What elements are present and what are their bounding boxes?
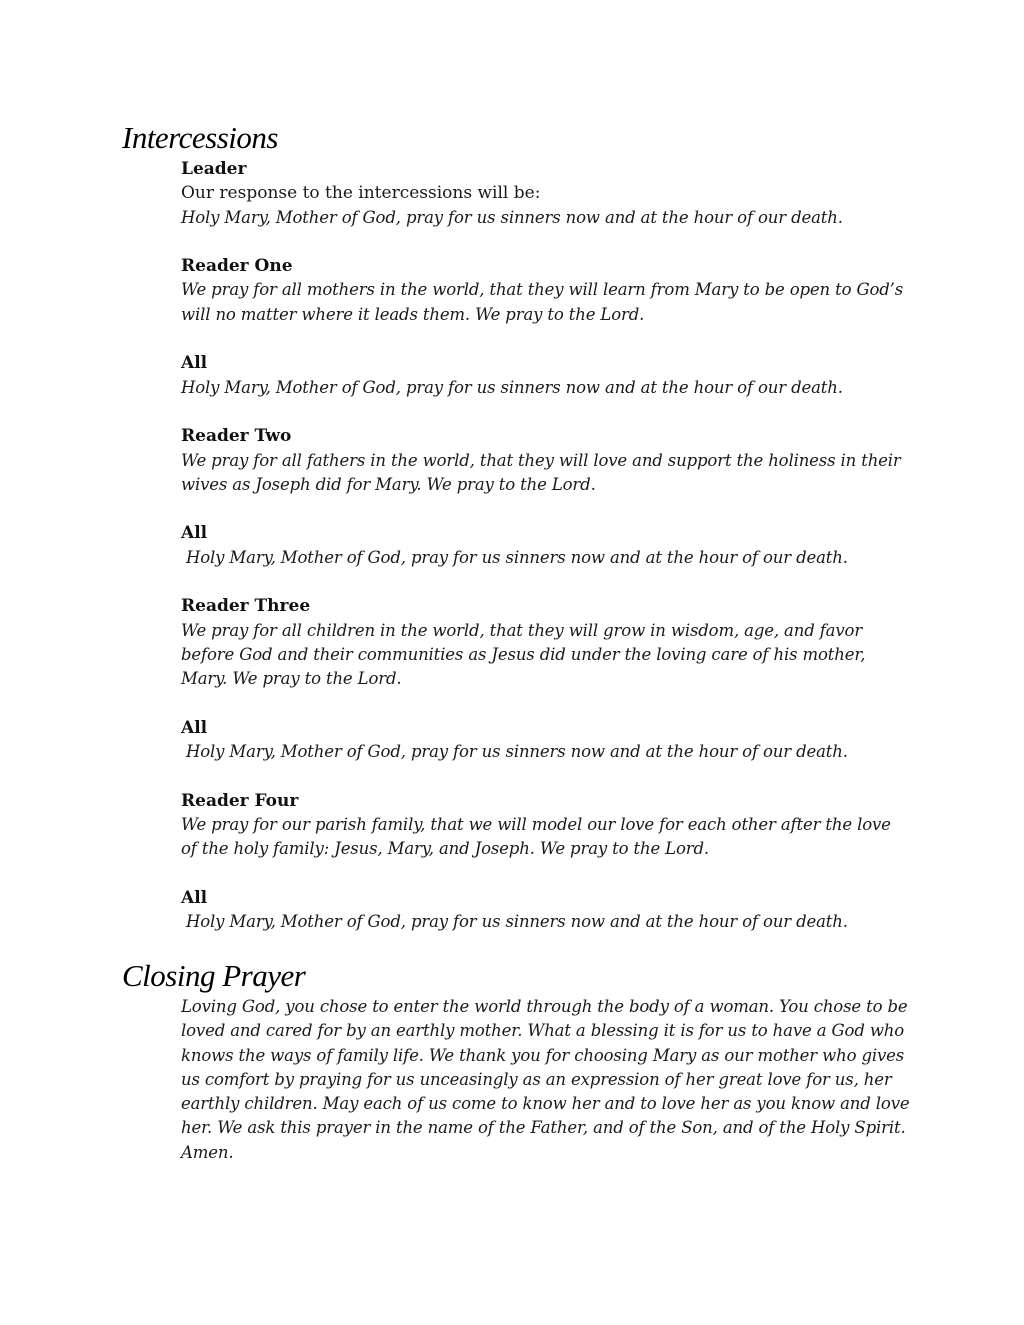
- reader-four-text: We pray for our parish family, that we will model our love for each other after the love of the holy family: Jesus, Mary, and Joseph. We pray to the Lord.: [181, 815, 891, 859]
- all-response-4: Holy Mary, Mother of God, pray for us sinners now and at the hour of our death.: [186, 912, 848, 932]
- leader-intro: Our response to the intercessions will be:: [181, 183, 541, 204]
- leader-response: Holy Mary, Mother of God, pray for us sinners now and at the hour of our death.: [181, 207, 843, 227]
- reader-four-block: [181, 789, 911, 862]
- reader-two-block: [181, 424, 911, 497]
- all-label-1: All: [181, 353, 208, 374]
- intercessions-body: [181, 157, 911, 935]
- all-label-4: All: [181, 887, 208, 908]
- all-label-2: All: [181, 523, 208, 544]
- reader-one-text: We pray for all mothers in the world, that they will learn from Mary to be open to God’s will no matter where it leads them. We pray to the Lord.: [181, 280, 904, 324]
- leader-speaker: Leader: [181, 159, 247, 179]
- closing-prayer-text: Loving God, you chose to enter the world through the body of a woman. You chose to be loved and cared for by an earthly mother. What a blessing it is for us to have a God who knows the ways of family life. We thank you for choosing Mary as our mother who gives us comfort by praying for us unceasingly as an expression of her great love for us, her earthly children. May each of us come to know her and to love her as you know and love her. We ask this prayer in the name of the Father, and of the Son, and of the Holy Spirit. Amen.: [181, 997, 910, 1162]
- all-response-1: Holy Mary, Mother of God, pray for us sinners now and at the hour of our death.: [181, 377, 843, 397]
- reader-one-block: [181, 254, 911, 327]
- closing-prayer-heading: Closing Prayer: [122, 958, 306, 993]
- reader-four-speaker: Reader Four: [181, 790, 299, 811]
- leader-block: [181, 157, 911, 230]
- reader-three-speaker: Reader Three: [181, 596, 311, 617]
- reader-three-text: We pray for all children in the world, that they will grow in wisdom, age, and favor before God and their communities as Jesus did under the loving care of his mother, Mary. We pray to the Lord.: [181, 620, 866, 689]
- closing-prayer-body: [181, 995, 911, 1165]
- reader-one-speaker: Reader One: [181, 256, 293, 277]
- reader-two-speaker: Reader Two: [181, 426, 292, 447]
- all-response-block-1: [181, 351, 911, 400]
- all-response-3: Holy Mary, Mother of God, pray for us sinners now and at the hour of our death.: [186, 742, 848, 762]
- all-response-block-2: [181, 521, 911, 570]
- all-label-3: All: [181, 717, 208, 738]
- reader-two-text: We pray for all fathers in the world, that they will love and support the holiness in their wives as Joseph did for Mary. We pray to the Lord.: [181, 450, 901, 494]
- all-response-block-4: [181, 886, 911, 935]
- all-response-block-3: [181, 716, 911, 765]
- all-response-2: Holy Mary, Mother of God, pray for us sinners now and at the hour of our death.: [186, 547, 848, 567]
- intercessions-heading: Intercessions: [122, 120, 278, 155]
- reader-three-block: [181, 594, 911, 691]
